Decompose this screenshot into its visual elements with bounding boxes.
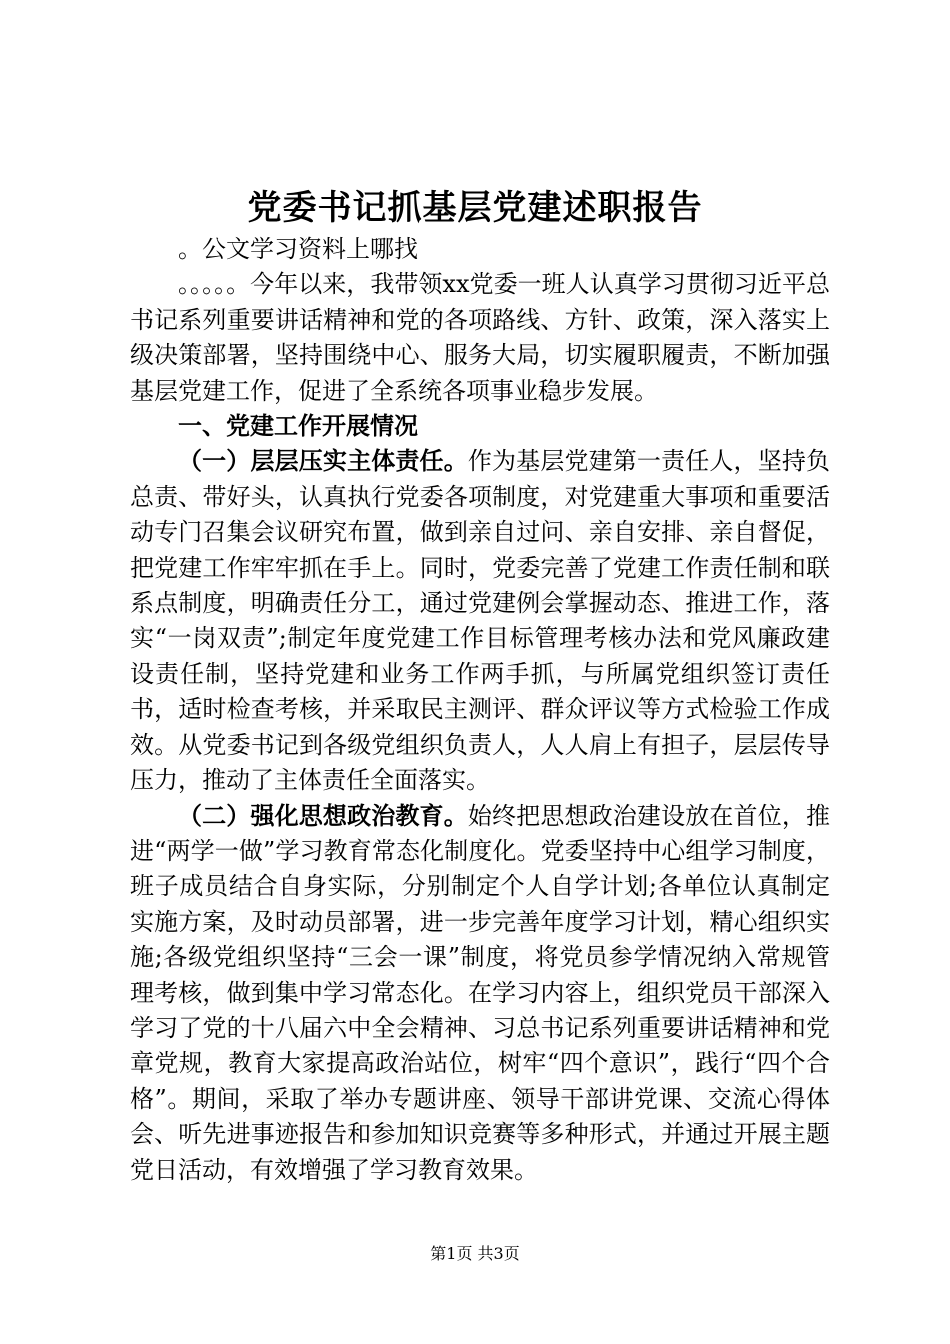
- paragraph-1-lead: （一）层层压实主体责任。: [178, 447, 468, 476]
- paragraph-2-lead: （二）强化思想政治教育。: [178, 801, 468, 830]
- document-title: 党委书记抓基层党建述职报告: [247, 188, 703, 228]
- paragraph-2: [130, 799, 830, 1188]
- document-body: [130, 232, 830, 1188]
- intro-paragraph: 。。。。。今年以来，我带领xx党委一班人认真学习贯彻习近平总书记系列重要讲话精神和党的各项路线、方针、政策，深入落实上级决策部署，坚持围绕中心、服务大局，切实履职履责，不断加强基层党建工作，促进了全系统各项事业稳步发展。: [130, 270, 830, 405]
- source-line: 。公文学习资料上哪找: [178, 235, 418, 263]
- section-heading-1: 一、党建工作开展情况: [178, 412, 418, 441]
- paragraph-1: [130, 444, 830, 798]
- paragraph-1-text: 作为基层党建第一责任人，坚持负总责、带好头，认真执行党委各项制度，对党建重大事项和重要活动专门召集会议研究布置，做到亲自过问、亲自安排、亲自督促，把党建工作牢牢抓在手上。同时，党委完善了党建工作责任制和联系点制度，明确责任分工，通过党建例会掌握动态、推进工作，落实“一岗双责”;制定年度党建工作目标管理考核办法和党风廉政建设责任制，坚持党建和业务工作两手抓，与所属党组织签订责任书，适时检查考核，并采取民主测评、群众评议等方式检验工作成效。从党委书记到各级党组织负责人，人人肩上有担子，层层传导压力，推动了主体责任全面落实。: [130, 447, 831, 795]
- paragraph-2-text: 始终把思想政治建设放在首位，推进“两学一做”学习教育常态化制度化。党委坚持中心组学习制度，班子成员结合自身实际，分别制定个人自学计划;各单位认真制定实施方案，及时动员部署，进一步完善年度学习计划，精心组织实施;各级党组织坚持“三会一课”制度，将党员参学情况纳入常规管理考核，做到集中学习常态化。在学习内容上，组织党员干部深入学习了党的十八届六中全会精神、习总书记系列重要讲话精神和党章党规，教育大家提高政治站位，树牢“四个意识”，践行“四个合格”。期间，采取了举办专题讲座、领导干部讲党课、交流心得体会、听先进事迹报告和参加知识竞赛等多种形式，并通过开展主题党日活动，有效增强了学习教育效果。: [130, 801, 831, 1184]
- page-footer: 第1页 共3页: [430, 1244, 520, 1263]
